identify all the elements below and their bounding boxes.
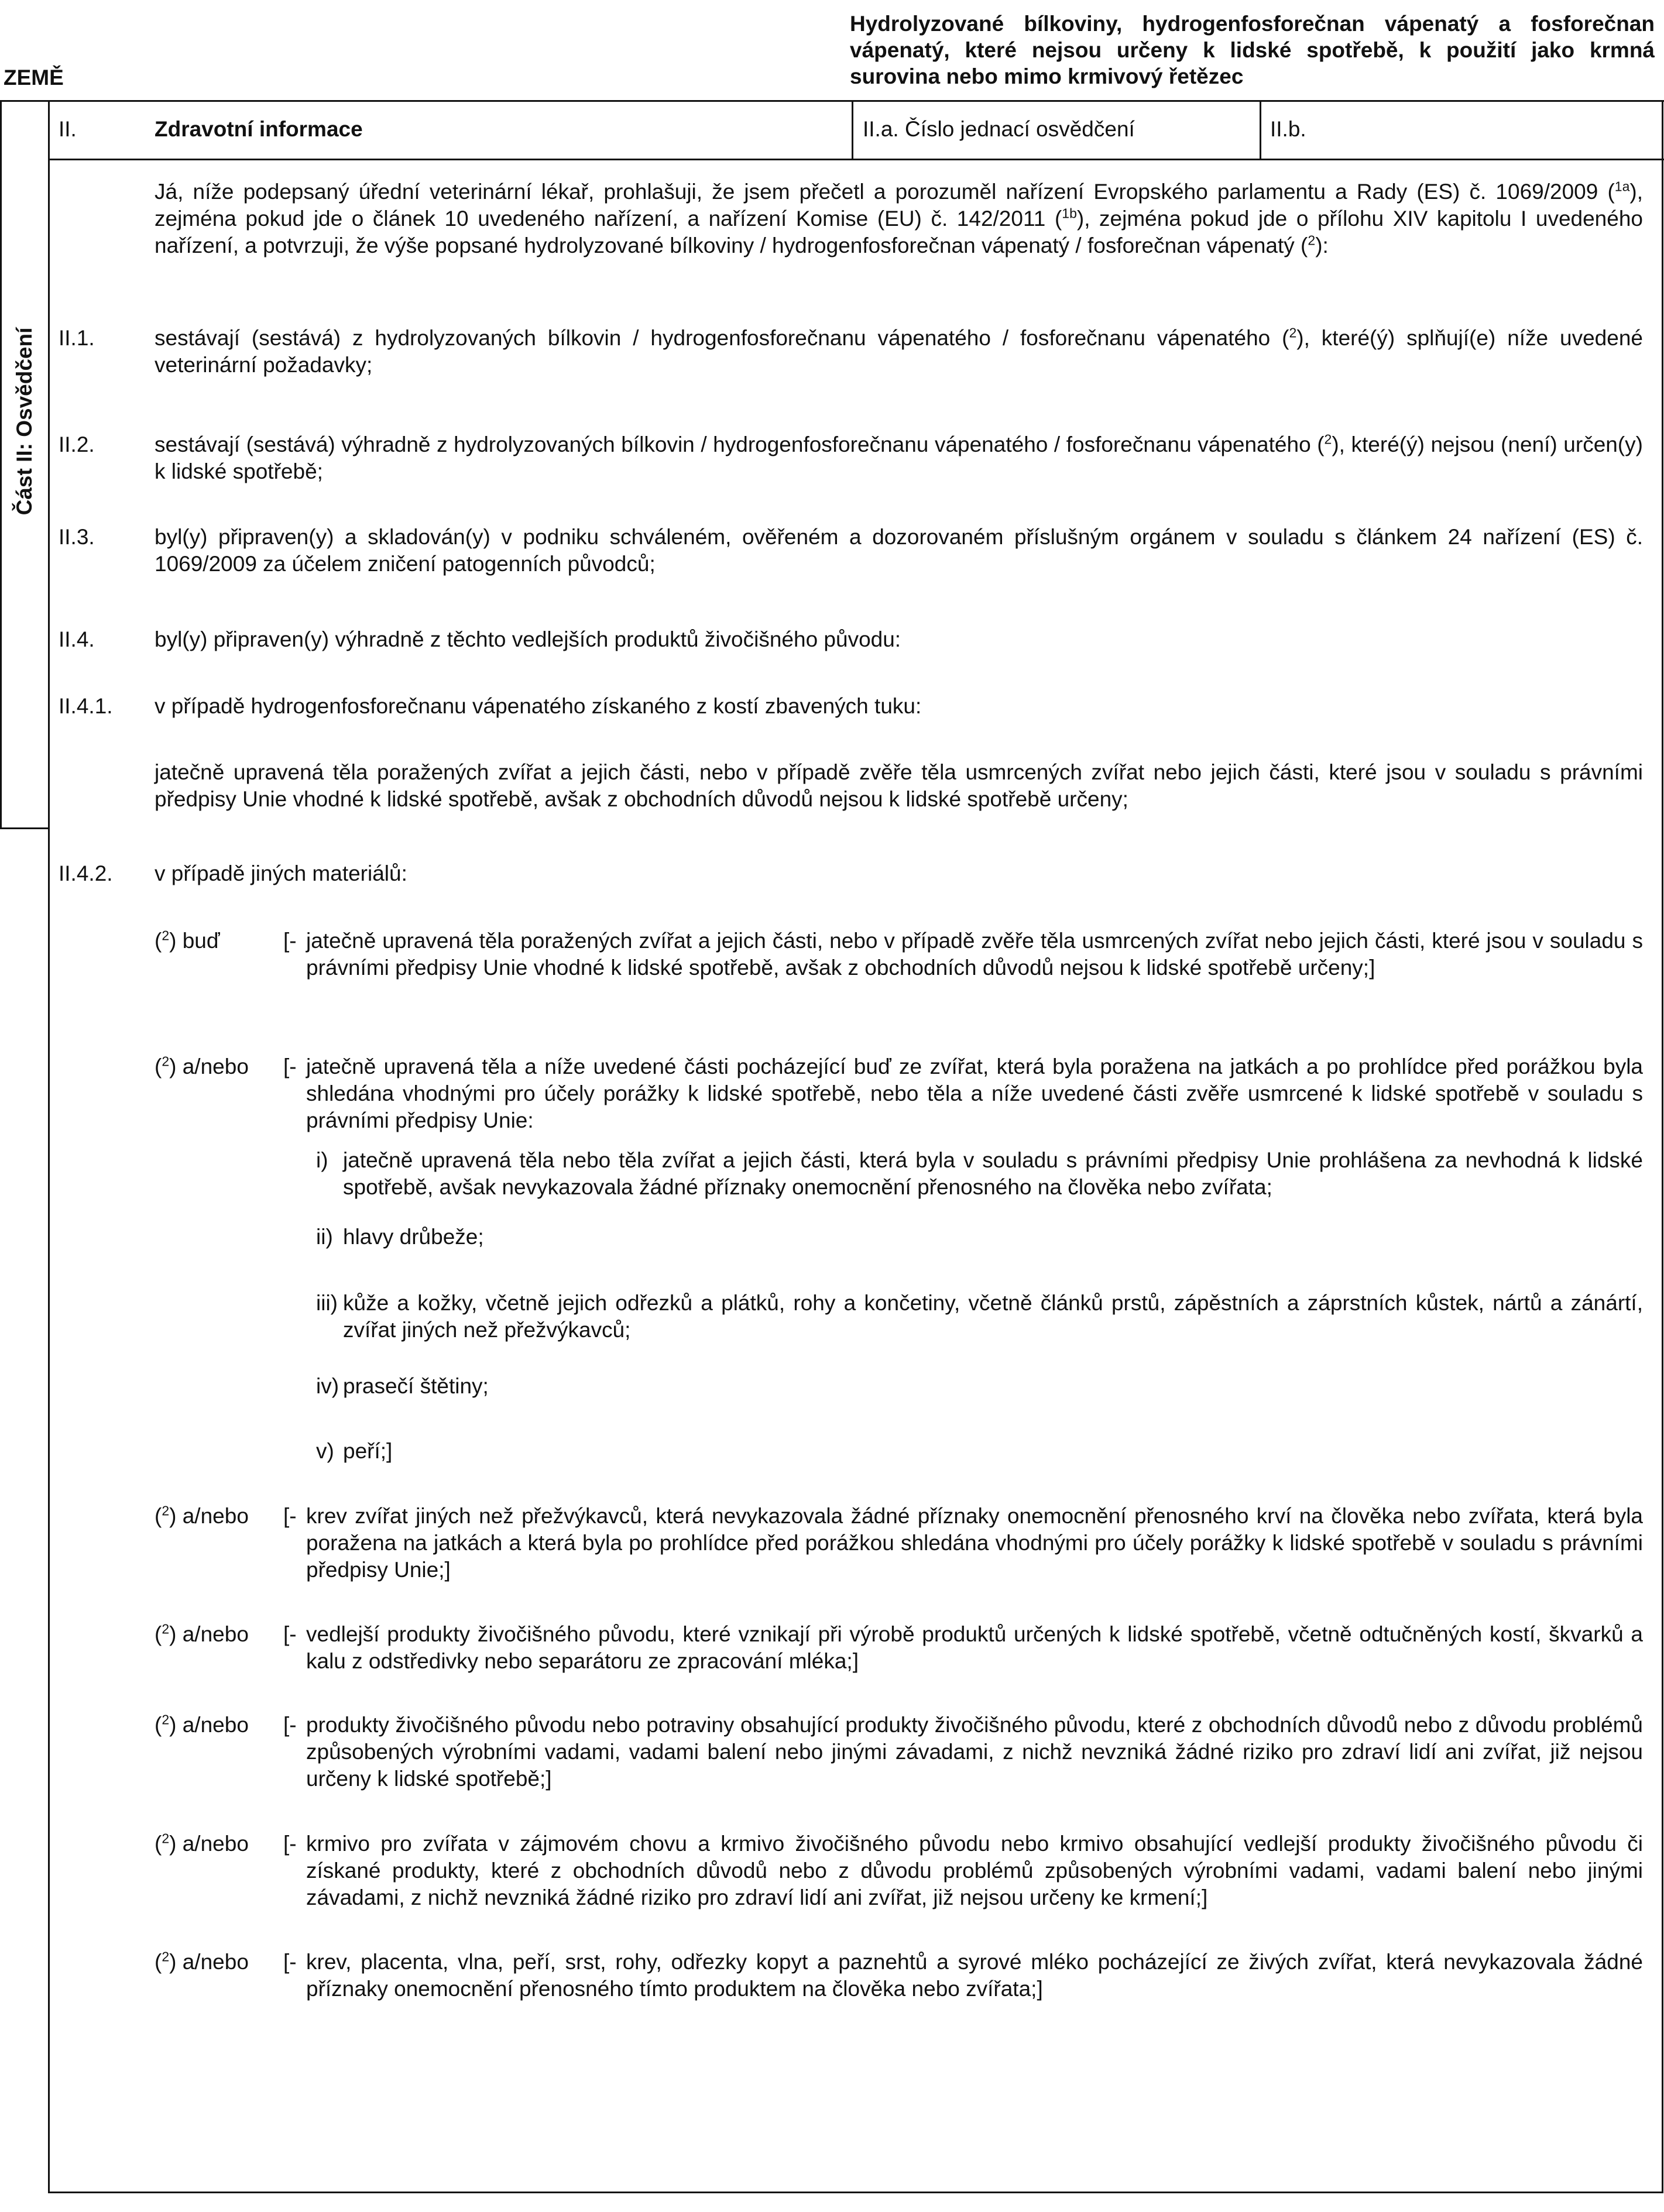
header-bottom-border [49,159,1664,160]
document-title: Hydrolyzované bílkoviny, hydrogenfosforečnan vápenatý a fosforečnan vápenatý, které nejsou určeny k lidské spotřebě, k použití jako krmná surovina nebo mimo krmivový řetězec [850,12,1655,88]
sidebar-label: Část II: Osvědčení [12,327,36,516]
option-bracket: [- [283,1504,297,1528]
option-marker: ($^2$) a/nebo [155,1949,249,1974]
option-text: krev zvířat jiných než přežvýkavců, která nevykazovala žádné příznaky onemocnění přenosného krví na člověka nebo zvířata, která byla poražena na jatkách a která byla po prohlídce před porážkou shledána vhodnými pro účely porážky k lidské spotřebě v souladu s právními předpisy Unie;] [306,1504,1643,1582]
option-marker: ($^2$) a/nebo [155,1830,249,1856]
item-ii1-text: sestávají (sestává) z hydrolyzovaných bílkovin / hydrogenfosforečnanu vápenatého / fosforečnanu vápenatého ($^2$), které(ý) splňují(e) níže uvedené veterinární požadavky; [155,325,1643,377]
option-text: krev, placenta, vlna, peří, srst, rohy, odřezky kopyt a paznehtů a syrové mléko pocházející ze živých zvířat, která nevykazovala žádné příznaky onemocnění přenosného tímto produktem na člověka nebo zvířata;] [306,1950,1643,2001]
intro-paragraph: Já, níže podepsaný úřední veterinární lékař, prohlašuji, že jsem přečetl a porozuměl nařízení Evropského parlamentu a Rady (ES) č. 1069/2009 ($^{1a}$), zejména pokud jde o článek 10 uvedeného nařízení, a nařízení Komise (EU) č. 142/2011 ($^{1b}$), zejména pokud jde o přílohu XIV kapitolu I uvedeného nařízení, a potvrzuji, že výše popsané hydrolyzované bílkoviny / hydrogenfosforečnan vápenatý / fosforečnan vápenatý ($^2$): [155,178,1643,257]
subitem-text: prasečí štětiny; [343,1374,489,1398]
item-number: II.4. [59,627,95,651]
section-number: II. [59,117,77,141]
option-marker: ($^2$) a/nebo [155,1503,249,1528]
option-bracket: [- [283,1713,297,1737]
item-ii42-text: v případě jiných materiálů: [155,861,407,885]
subitem-text: jatečně upravená těla nebo těla zvířat a jejich části, která byla v souladu s právními předpisy Unie prohlášena za nevhodná k lidské spotřebě, avšak nevykazovala žádné příznaky onemocnění přenosného na člověka nebo zvířata; [343,1148,1643,1199]
option-marker: ($^2$) a/nebo [155,1621,249,1646]
item-ii41-text: v případě hydrogenfosforečnanu vápenatého získaného z kostí zbavených tuku: [155,694,922,718]
header-divider-1 [852,100,853,160]
option-text: jatečně upravená těla a níže uvedené části pocházející buď ze zvířat, která byla poražena na jatkách a po prohlídce před porážkou byla shledána vhodnými pro účely porážky k lidské spotřebě, nebo těla a níže uvedené části zvěře usmrcené k lidské spotřebě v souladu s právními předpisy Unie: [306,1055,1643,1132]
option-bracket: [- [283,1950,297,1974]
header-divider-2 [1260,100,1261,160]
option-bracket: [- [283,1055,297,1078]
subitem-number: v) [316,1439,334,1463]
reference-number-label: II.a. Číslo jednací osvědčení [863,117,1135,141]
option-text: krmivo pro zvířata v zájmovém chovu a krmivo živočišného původu nebo krmivo obsahující vedlejší produkty živočišného původu či získané produkty, které z obchodních důvodů nebo z důvodu problémů způsobených výrobními vadami, vadami balení nebo jinými závadami, z nichž nevzniká žádné riziko pro zdraví lidí ani zvířat, již nejsou určeny ke krmení;] [306,1832,1643,1909]
subitem-text: peří;] [343,1439,393,1463]
item-ii41-subtext: jatečně upravená těla poražených zvířat a jejich části, nebo v případě zvěře těla usmrcených zvířat nebo jejich části, které jsou v souladu s právními předpisy Unie vhodné k lidské spotřebě, avšak z obchodních důvodů nejsou k lidské spotřebě určeny; [155,760,1643,811]
sidebar-bottom-border [0,827,50,829]
option-marker: ($^2$) buď [155,928,220,953]
country-label: ZEMĚ [4,66,64,90]
subitem-number: iii) [316,1291,338,1315]
option-marker: ($^2$) a/nebo [155,1053,249,1078]
frame-left-border [48,100,50,2193]
item-number: II.3. [59,525,95,549]
option-text: produkty živočišného původu nebo potraviny obsahující produkty živočišného původu, které z obchodních důvodů nebo z důvodu problémů způsobených výrobními vadami, vadami balení nebo jinými závadami, z nichž nevzniká žádné riziko pro zdraví lidí ani zvířat, již nejsou určeny k lidské spotřebě;] [306,1713,1643,1791]
option-bracket: [- [283,929,297,953]
subitem-text: hlavy drůbeže; [343,1225,484,1249]
frame-bottom-border [48,2192,1663,2193]
ii-b-label: II.b. [1270,117,1306,141]
subitem-number: i) [316,1148,328,1172]
option-bracket: [- [283,1832,297,1856]
section-title: Zdravotní informace [155,117,363,141]
item-number: II.4.2. [59,861,113,885]
frame-right-border [1662,100,1663,2193]
subitem-number: iv) [316,1374,339,1398]
item-number: II.2. [59,432,95,456]
option-marker: ($^2$) a/nebo [155,1712,249,1737]
subitem-number: ii) [316,1225,333,1249]
header-top-border [0,100,1664,102]
item-ii3-text: byl(y) připraven(y) a skladován(y) v podniku schváleném, ověřeném a dozorovaném příslušným orgánem v souladu s článkem 24 nařízení (ES) č. 1069/2009 za účelem zničení patogenních původců; [155,525,1643,576]
option-bracket: [- [283,1622,297,1646]
item-ii2-text: sestávají (sestává) výhradně z hydrolyzovaných bílkovin / hydrogenfosforečnanu vápenatého / fosforečnanu vápenatého ($^2$), které(ý) nejsou (není) určen(y) k lidské spotřebě; [155,431,1643,483]
option-text: jatečně upravená těla poražených zvířat a jejich části, nebo v případě zvěře těla usmrcených zvířat nebo jejich části, které jsou v souladu s právními předpisy Unie vhodné k lidské spotřebě, avšak z obchodních důvodů nejsou k lidské spotřebě určeny;] [306,929,1643,980]
item-number: II.4.1. [59,694,113,718]
item-ii4-text: byl(y) připraven(y) výhradně z těchto vedlejších produktů živočišného původu: [155,627,901,651]
item-number: II.1. [59,326,95,350]
option-text: vedlejší produkty živočišného původu, které vznikají při výrobě produktů určených k lidské spotřebě, včetně odtučněných kostí, škvarků a kalu z odstředivky nebo separátoru ze zpracování mléka;] [306,1622,1643,1673]
sidebar-top-border [0,100,2,829]
subitem-text: kůže a kožky, včetně jejich odřezků a plátků, rohy a končetiny, včetně článků prstů, zápěstních a záprstních kůstek, nártů a zánártí, zvířat jiných než přežvýkavců; [343,1291,1643,1342]
